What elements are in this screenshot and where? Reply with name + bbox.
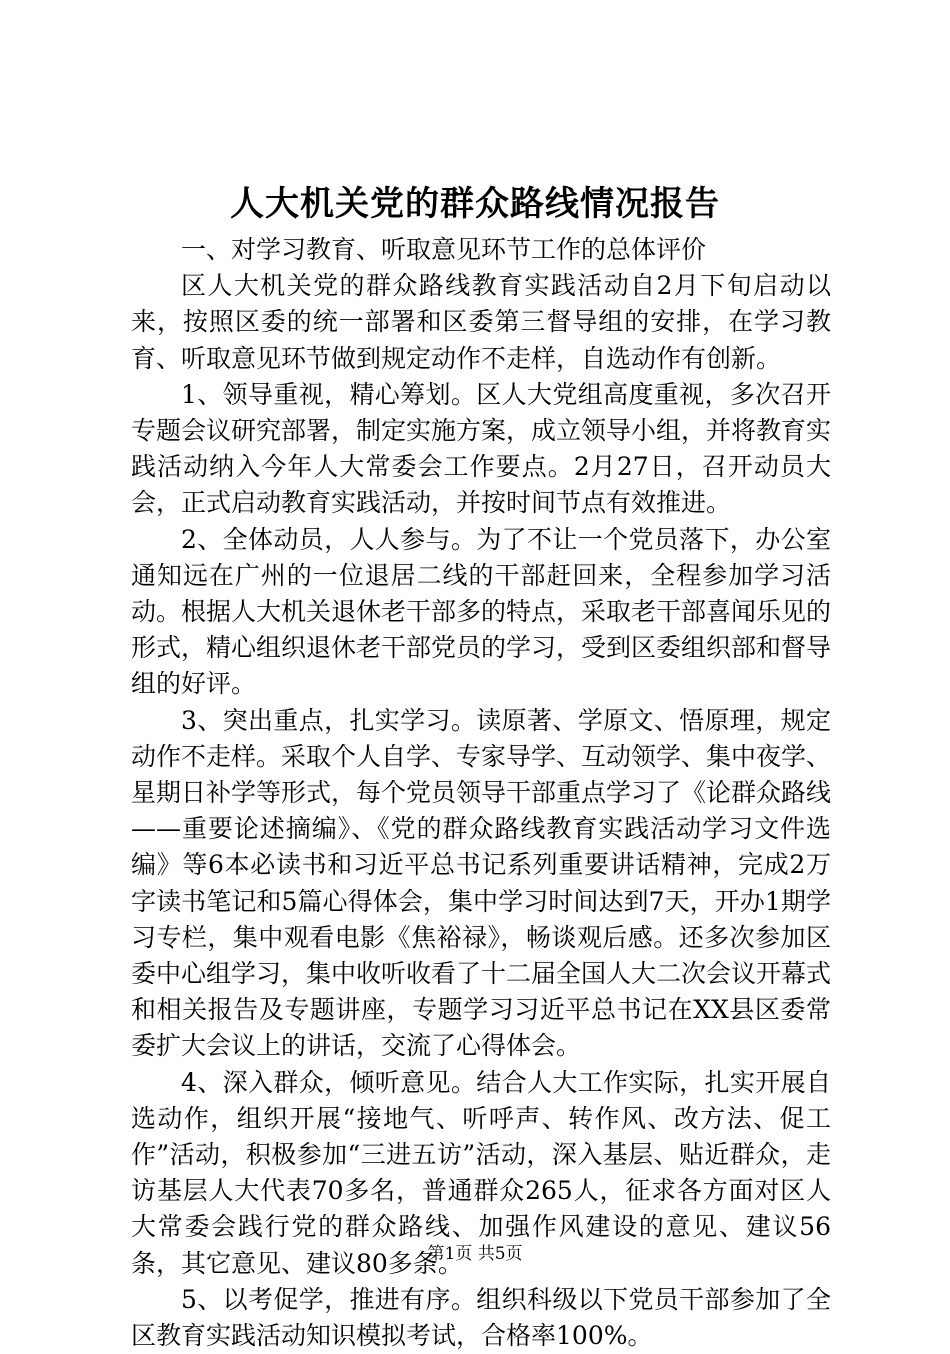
- section-heading: 一、对学习教育、听取意见环节工作的总体评价: [181, 235, 707, 264]
- paragraph-item-4: 4、深入群众，倾听意见。结合人大工作实际，扎实开展自选动作，组织开展“接地气、听呼声、转作风、改方法、促工作”活动，积极参加“三进五访”活动，深入基层、贴近群众，走访基层人大代表70多名，普通群众265人，征求各方面对区人大常委会践行党的群众路线、加强作风建设的意见、建议56条，其它意见、建议80多条。: [131, 1067, 831, 1278]
- document-title: 人大机关党的群众路线情况报告: [230, 184, 720, 224]
- document-body: [131, 232, 831, 1354]
- paragraph-item-3: 3、突出重点，扎实学习。读原著、学原文、悟原理，规定动作不走样。采取个人自学、专家导学、互动领学、集中夜学、星期日补学等形式，每个党员领导干部重点学习了《论群众路线——重要论述摘编》、《党的群众路线教育实践活动学习文件选编》等6本必读书和习近平总书记系列重要讲话精神，完成2万字读书笔记和5篇心得体会，集中学习时间达到7天，开办1期学习专栏，集中观看电影《焦裕禄》，畅谈观后感。还多次参加区委中心组学习，集中收听收看了十二届全国人大二次会议开幕式和相关报告及专题讲座，专题学习习近平总书记在XX县区委常委扩大会议上的讲话，交流了心得体会。: [131, 705, 832, 1061]
- paragraph-item-1: 1、领导重视，精心筹划。区人大党组高度重视，多次召开专题会议研究部署，制定实施方案，成立领导小组，并将教育实践活动纳入今年人大常委会工作要点。2月27日，召开动员大会，正式启动教育实践活动，并按时间节点有效推进。: [131, 379, 832, 518]
- page-number-footer: 第1页 共5页: [427, 1244, 523, 1264]
- paragraph-item-2: 2、全体动员，人人参与。为了不让一个党员落下，办公室通知远在广州的一位退居二线的干部赶回来，全程参加学习活动。根据人大机关退休老干部多的特点，采取老干部喜闻乐见的形式，精心组织退休老干部党员的学习，受到区委组织部和督导组的好评。: [131, 524, 832, 699]
- paragraph-intro: 区人大机关党的群众路线教育实践活动自2月下旬启动以来，按照区委的统一部署和区委第三督导组的安排，在学习教育、听取意见环节做到规定动作不走样，自选动作有创新。: [131, 271, 831, 373]
- paragraph-item-5: 5、以考促学，推进有序。组织科级以下党员干部参加了全区教育实践活动知识模拟考试，合格率100%。: [131, 1284, 831, 1351]
